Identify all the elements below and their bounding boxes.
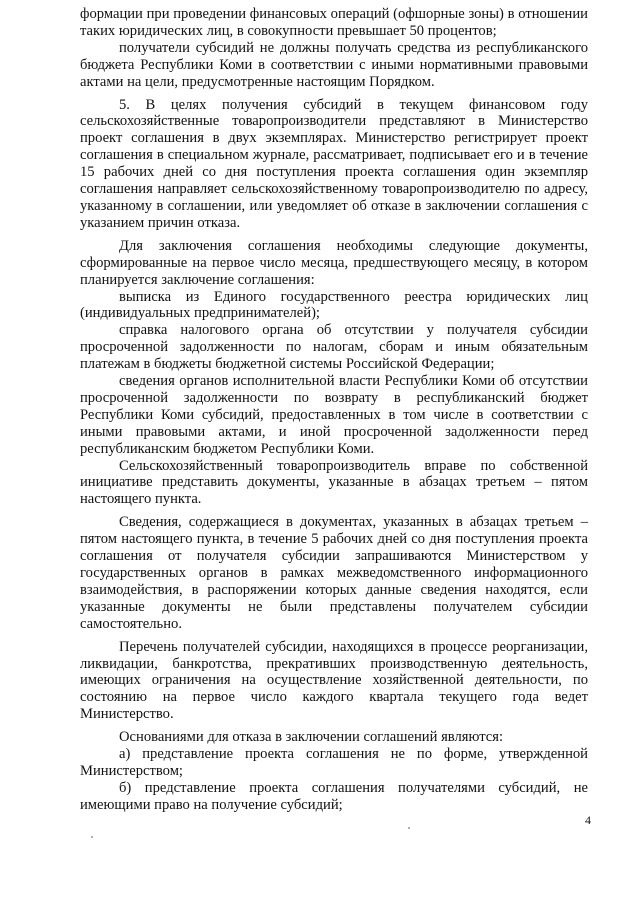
paragraph-refusal-grounds: Основаниями для отказа в заключении соглашений являются: [119,729,503,746]
paragraph-recipients-list: Перечень получателей субсидии, находящихся в процессе реорганизации, ликвидации, банкротства, прекративших производственную деятельность, имеющих ограничения на осуществление хозяйственной деятельности, по состоянию на первое число каждого квартала текущего года ведет Министерство. [80,638,588,723]
paragraph-interagency-request: Сведения, содержащиеся в документах, указанных в абзацах третьем – пятом настоящего пункта, в течение 5 рабочих дней со дня поступления проекта соглашения от получателя субсидии запрашиваются Министерством у государственных органов в рамках межведомственного информационного взаимодействия, в распоряжении которых данные сведения находятся, если указанные документы не были представлены получателем субсидии самостоятельно. [80,514,588,632]
paragraph-tax-certificate: справка налогового органа об отсутствии у получателя субсидии просроченной задолженности по налогам, сборам и иным обязательным платежам в бюджеты бюджетной системы Российской Федерации; [80,322,588,373]
scan-speck [408,827,410,829]
paragraph-no-other-funds: получатели субсидий не должны получать средства из республиканского бюджета Республики Коми в соответствии с иными нормативными правовыми актами на цели, предусмотренные настоящим Порядком. [80,39,588,90]
paragraph-registry-extract: выписка из Единого государственного реестра юридических лиц (индивидуальных предпринимателей); [80,288,588,322]
paragraph-own-initiative: Сельскохозяйственный товаропроизводитель вправе по собственной инициативе представить документы, указанные в абзацах третьем – пятом настоящего пункта. [80,457,588,508]
document-page [80,6,588,814]
paragraph-offshore-continuation: формации при проведении финансовых операций (офшорные зоны) в отношении таких юридических лиц, в совокупности превышает 50 процентов; [80,6,588,39]
scan-speck [91,836,93,838]
paragraph-executive-info: сведения органов исполнительной власти Республики Коми об отсутствии просроченной задолженности по возврату в республиканский бюджет Республики Коми субсидий, предоставленных в том числе в соответствии с иными правовыми актами, и иной просроченной задолженности перед республиканским бюджетом Республики Коми. [80,373,588,457]
page-number: 4 [585,813,591,827]
paragraph-item-5: 5. В целях получения субсидий в текущем финансовом году сельскохозяйственные товаропроизводители представляют в Министерство проект соглашения в двух экземплярах. Министерство регистрирует проект соглашения в специальном журнале, рассматривает, подписывает его и в течение 15 рабочих дней со дня поступления проекта соглашения один экземпляр соглашения направляет сельскохозяйственному товаропроизводителю по адресу, указанному в соглашении, или уведомляет об отказе в заключении соглашения с указанием причин отказа. [80,96,588,231]
paragraph-refusal-b: б) представление проекта соглашения получателями субсидий, не имеющими право на получение субсидий; [80,779,588,813]
paragraph-refusal-a: а) представление проекта соглашения не по форме, утвержденной Министерством; [80,746,588,779]
paragraph-required-documents: Для заключения соглашения необходимы следующие документы, сформированные на первое число месяца, предшествующего месяцу, в котором планируется заключение соглашения: [80,237,588,288]
